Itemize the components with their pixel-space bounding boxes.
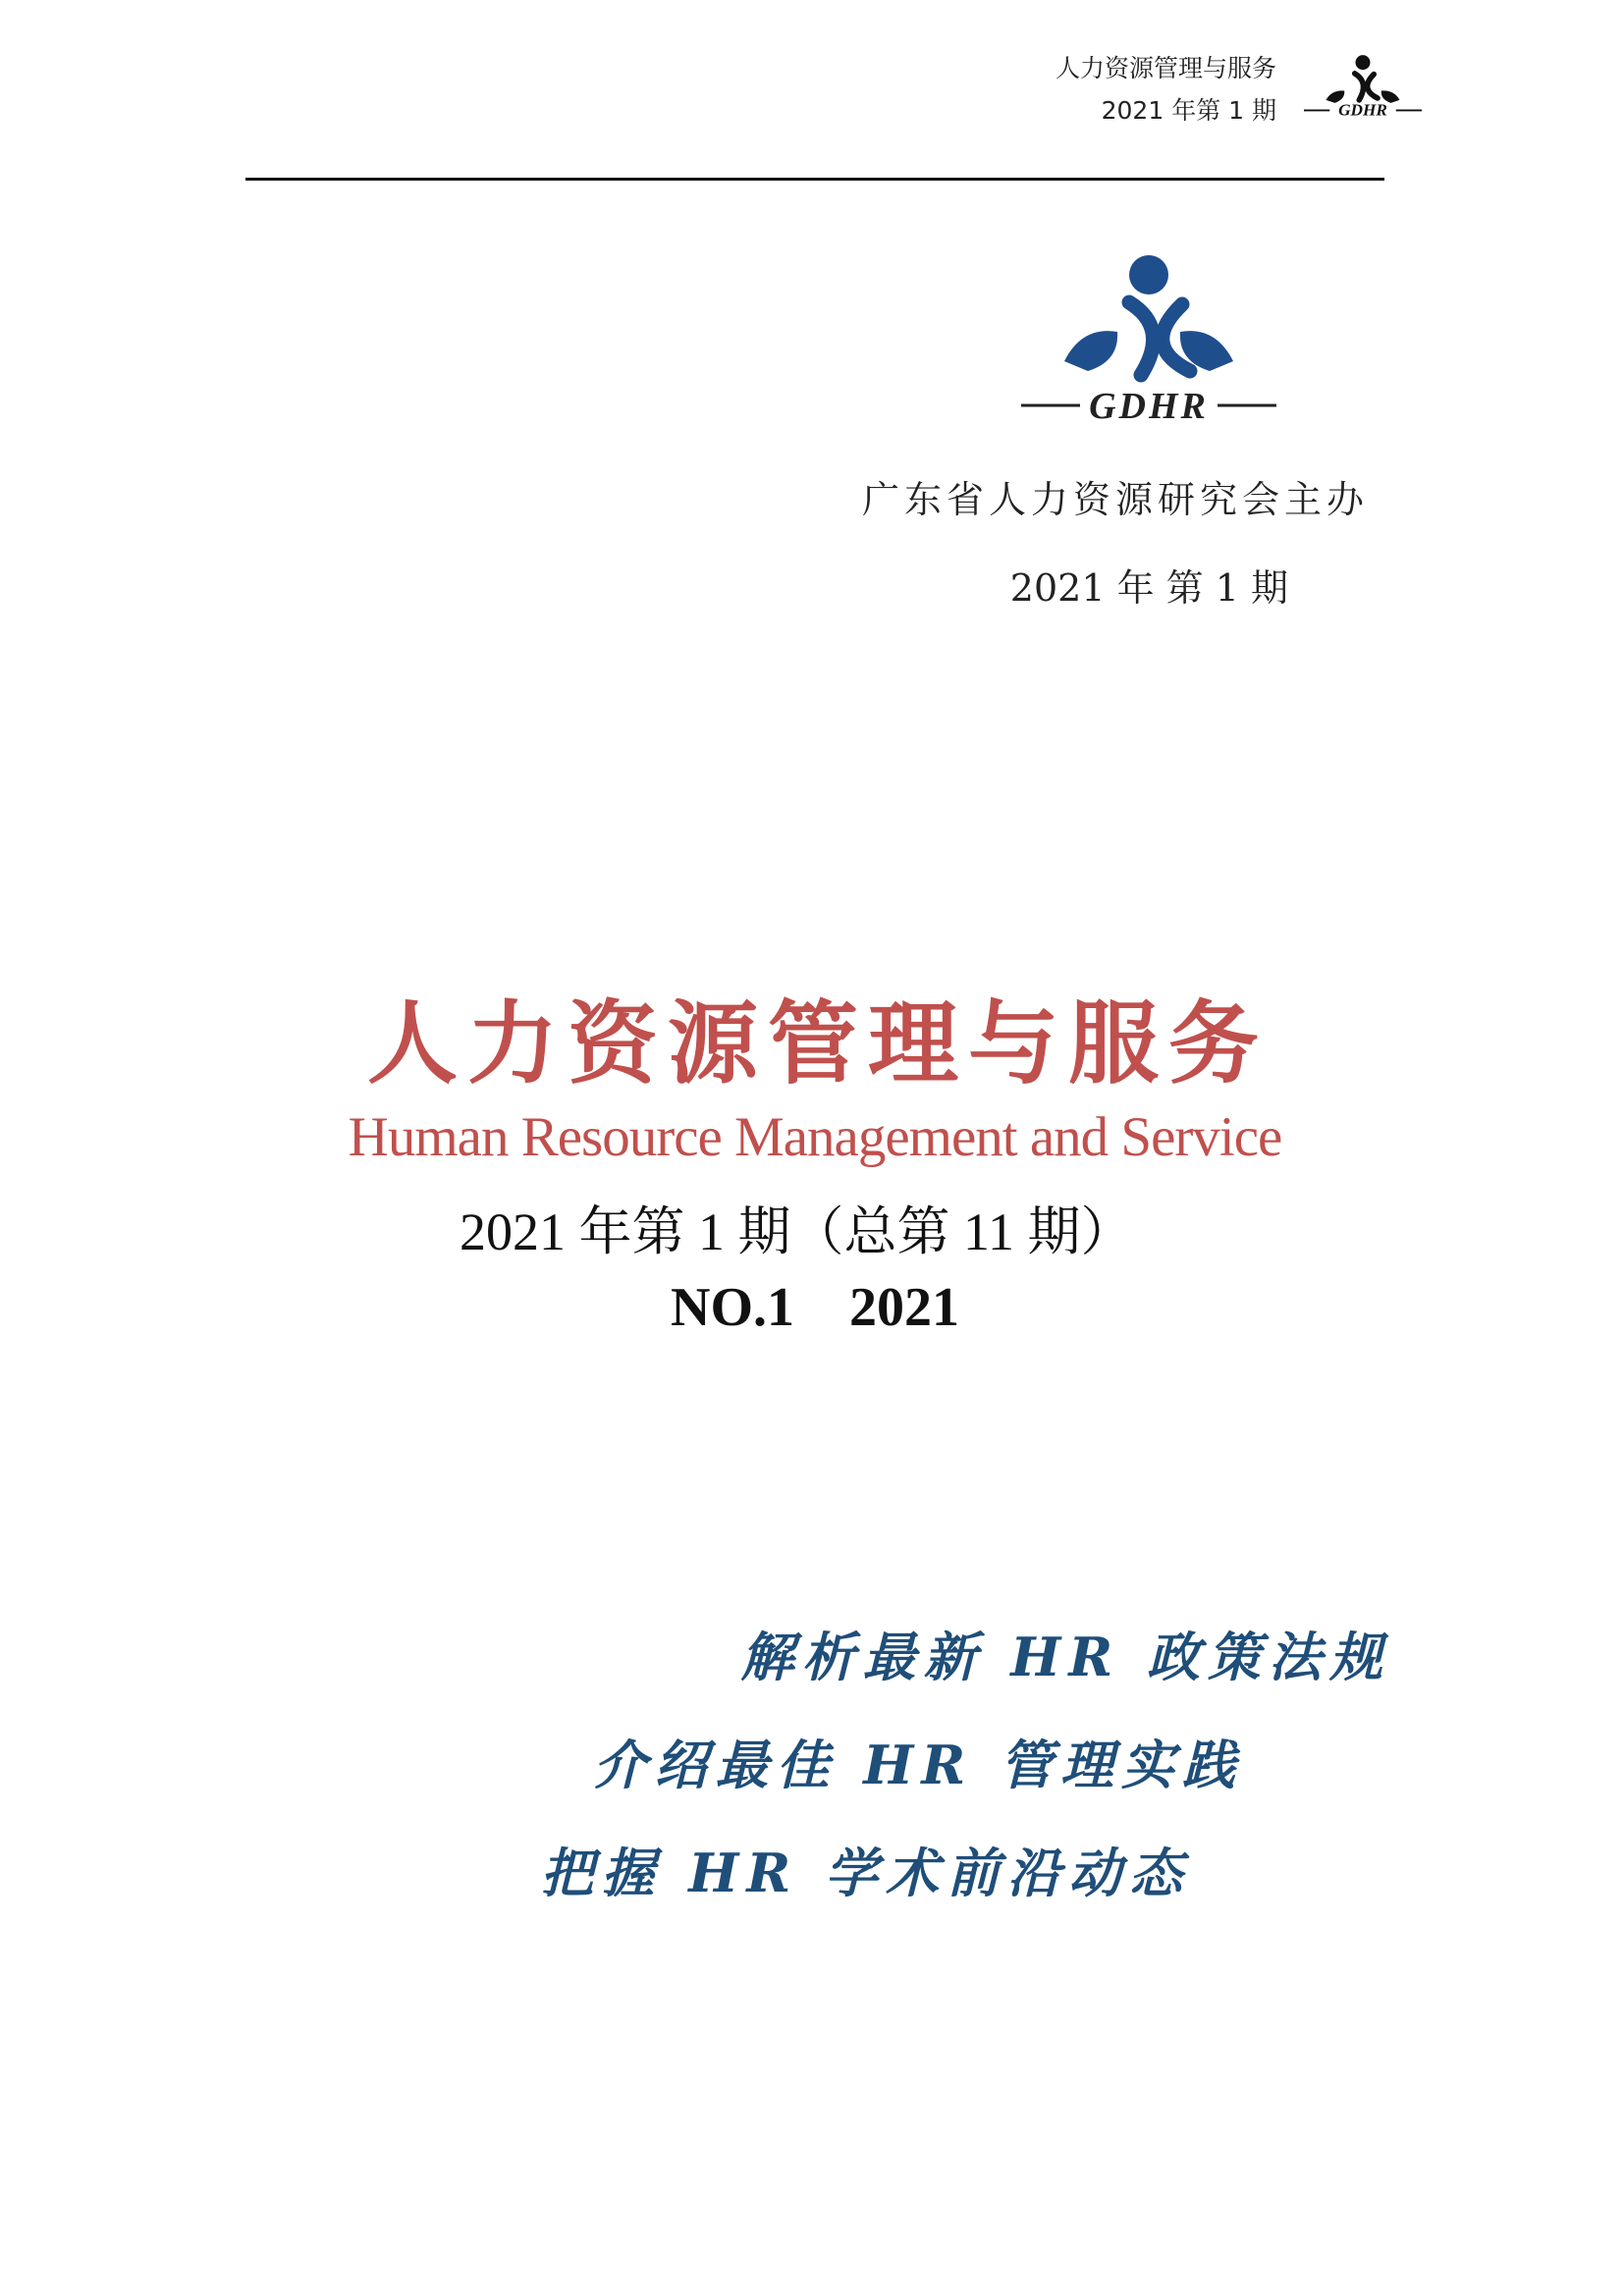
journal-title-english: Human Resource Management and Service: [348, 1106, 1282, 1168]
slogan-practice: 介绍最佳 HR 管理实践: [593, 1734, 1243, 1796]
issue-line: 2021 年第 1 期（总第 11 期）: [460, 1202, 1134, 1261]
slogan-policy: 解析最新 HR 政策法规: [740, 1626, 1390, 1688]
header-journal-title: 人力资源管理与服务: [1055, 54, 1276, 82]
header-rule: [245, 178, 1384, 181]
header-gdhr-logo: [1304, 39, 1422, 128]
issue-number: NO.1 2021: [671, 1277, 959, 1338]
running-header: [1056, 47, 1276, 132]
journal-title-chinese: 人力资源管理与服务: [366, 991, 1269, 1096]
gdhr-logo: [992, 245, 1306, 432]
gdhr-logo-icon: [992, 245, 1306, 432]
slogan-research: 把握 HR 学术前沿动态: [540, 1842, 1190, 1904]
logo-text: GDHR: [1089, 386, 1209, 427]
header-issue: 2021 年第 1 期: [1101, 96, 1276, 125]
sponsor-issue: 2021 年 第 1 期: [1009, 566, 1288, 610]
header-logo-text: GDHR: [1338, 100, 1387, 120]
header-gdhr-logo-icon: [1304, 39, 1422, 128]
sponsor-line: 广东省人力资源研究会主办: [861, 478, 1369, 521]
